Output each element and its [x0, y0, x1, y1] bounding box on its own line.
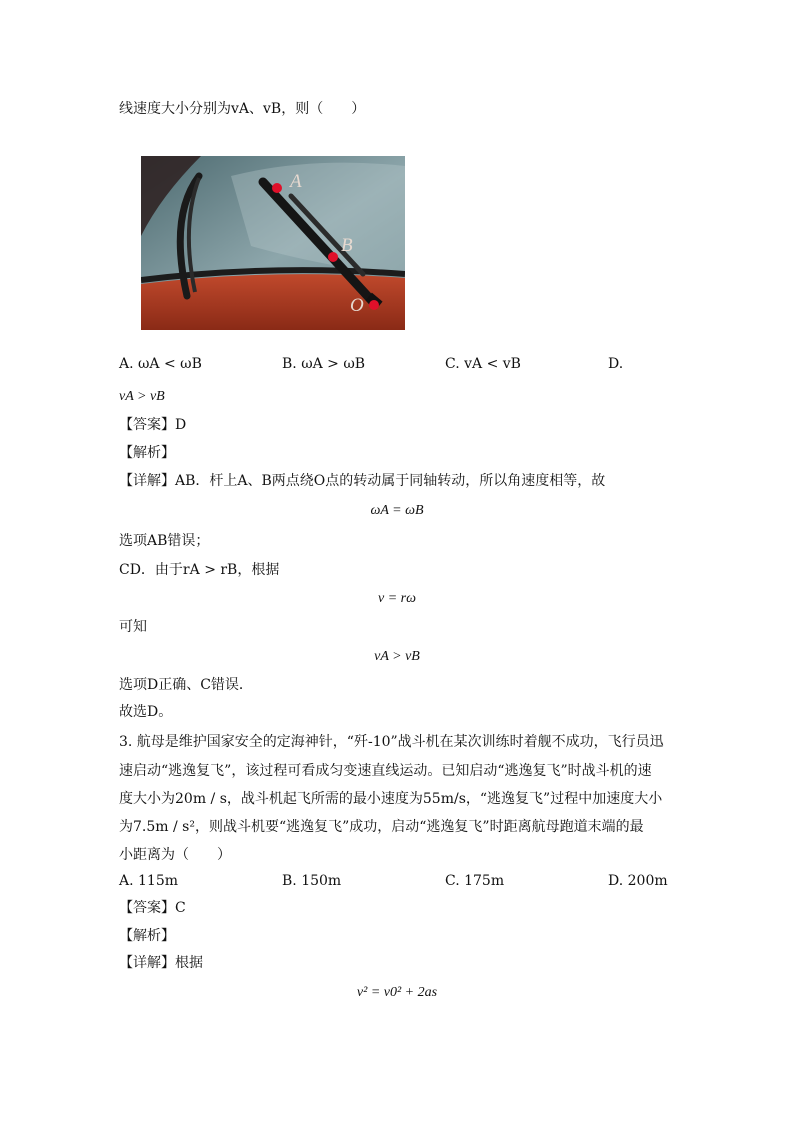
q3-stem-line-2: 速启动“逃逸复飞”，该过程可看成匀变速直线运动。已知启动“逃逸复飞”时战斗机的速 — [119, 763, 652, 779]
q2-detail-1: 【详解】AB．杆上A、B两点绕O点的转动属于同轴转动，所以角速度相等，故 — [119, 473, 606, 489]
question-2-stem-tail: 线速度大小分别为vA、vB，则（ ） — [119, 101, 366, 117]
label-a: A — [290, 171, 302, 192]
q3-stem-line-4: 为7.5m / s²，则战斗机要“逃逸复飞”成功，启动“逃逸复飞”时距离航母跑道末端的最 — [119, 819, 644, 835]
q3-stem-line-3: 度大小为20m / s，战斗机起飞所需的最小速度为55m/s，“逃逸复飞”过程中加速度大小 — [119, 791, 663, 807]
label-b: B — [341, 235, 353, 256]
q3-option-d: D. 200m — [608, 873, 668, 889]
wiper-figure — [141, 156, 405, 330]
wiper-photo — [141, 156, 405, 330]
q3-stem-line-5: 小距离为（ ） — [119, 847, 231, 863]
q2-answer: 【答案】D — [119, 417, 187, 433]
q3-analysis-title: 【解析】 — [119, 928, 175, 944]
q2-equation-2: v = rω — [378, 591, 416, 606]
q2-detail-2: 选项AB错误； — [119, 533, 210, 549]
q2-detail-5: 选项D正确、C错误． — [119, 677, 253, 693]
q2-detail-4: 可知 — [119, 619, 147, 635]
q2-equation-1: ωA = ωB — [370, 503, 424, 518]
q2-detail-6: 故选D。 — [119, 704, 173, 720]
q3-option-c: C. 175m — [445, 873, 505, 889]
q3-detail-1: 【详解】根据 — [119, 955, 203, 971]
q2-option-d-value: vA > vB — [119, 389, 165, 404]
q2-option-d: D. — [608, 356, 624, 372]
q3-answer: 【答案】C — [119, 900, 186, 916]
q2-analysis-title: 【解析】 — [119, 445, 175, 461]
q2-option-a: A. ωA < ωB — [119, 356, 202, 372]
label-o: O — [350, 295, 364, 316]
q3-option-a: A. 115m — [119, 873, 179, 889]
q2-equation-3: vA > vB — [374, 649, 420, 664]
q3-stem-line-1: 3. 航母是维护国家安全的定海神针，“歼-10”战斗机在某次训练时着舰不成功，飞行员迅 — [119, 734, 664, 750]
q3-option-b: B. 150m — [282, 873, 342, 889]
q2-detail-3: CD．由于rA > rB，根据 — [119, 562, 280, 578]
point-a-marker — [272, 183, 282, 193]
q2-option-c: C. vA < vB — [445, 356, 521, 372]
point-b-marker — [328, 252, 338, 262]
point-o-marker — [369, 300, 379, 310]
q2-option-b: B. ωA > ωB — [282, 356, 366, 372]
q3-equation-1: v² = v0² + 2as — [356, 985, 438, 1000]
